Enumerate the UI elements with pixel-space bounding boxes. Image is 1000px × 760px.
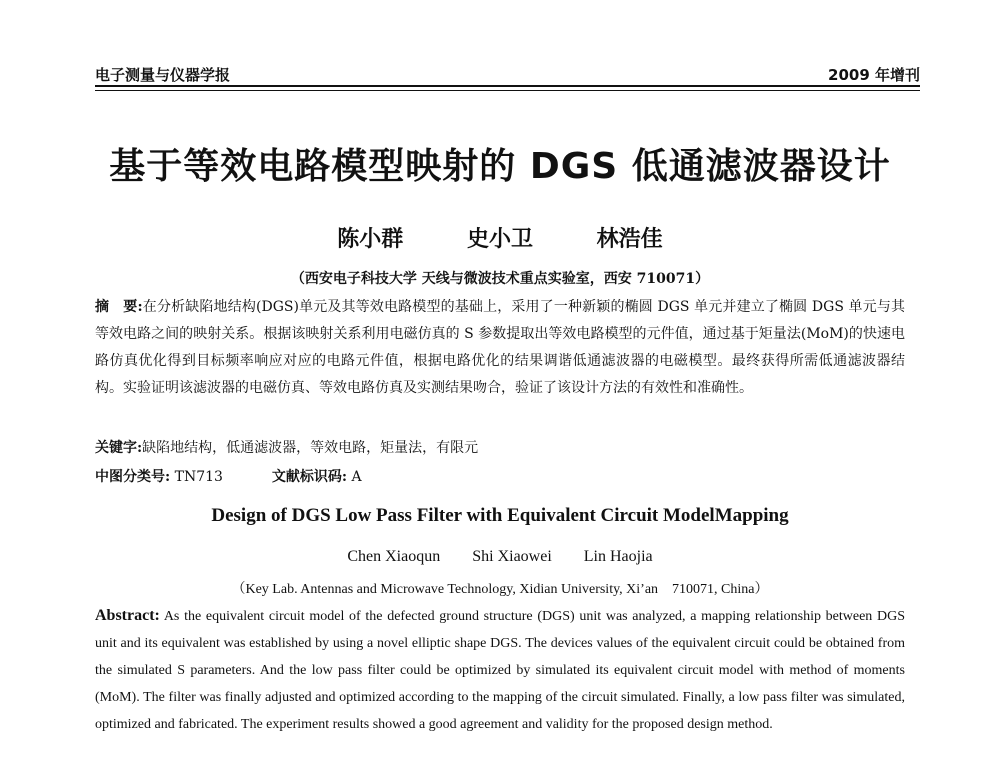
- chinese-authors: [0, 222, 1000, 253]
- chinese-abstract: [95, 294, 905, 402]
- english-abstract-label: Abstract:: [95, 607, 160, 624]
- chinese-keywords: [95, 437, 478, 457]
- chinese-affiliation: （西安电子科技大学 天线与微波技术重点实验室，西安 710071）: [290, 271, 710, 287]
- author-cn-2: 史小卫: [466, 226, 533, 252]
- classification-line: [95, 466, 362, 486]
- doc-code-label: 文献标识码:: [271, 469, 348, 485]
- chinese-abstract-label: 摘 要:: [95, 299, 143, 315]
- keywords-label: 关键字:: [95, 440, 143, 456]
- author-en-1: Chen Xiaoqun: [347, 548, 441, 565]
- english-title: Design of DGS Low Pass Filter with Equivalent Circuit ModelMapping: [211, 505, 789, 526]
- english-abstract-text: As the equivalent circuit model of the defected ground structure (DGS) unit was analyzed, a mapping relationship between DGS unit and its equivalent was established by using a novel elliptic shape DGS. The devices values of the equivalent circuit could be obtained from the simulated S parameters. And the low pass filter could be optimized by simulated its equivalent circuit model with method of moments (MoM). The filter was finally adjusted and optimized according to the mapping of the circuit simulated. Finally, a low pass filter was simulated, optimized and fabricated. The experiment results showed a good agreement and validity for the proposed design method.: [95, 609, 905, 732]
- clc-value: TN713: [174, 469, 223, 485]
- issue-label: 2009 年增刊: [828, 66, 920, 84]
- author-cn-3: 林浩佳: [596, 226, 663, 252]
- author-en-2: Shi Xiaowei: [472, 548, 552, 565]
- chinese-title: 基于等效电路模型映射的 DGS 低通滤波器设计: [109, 146, 891, 187]
- english-abstract: [95, 602, 905, 738]
- page-header: [95, 60, 920, 88]
- header-rule-thick: [95, 85, 920, 87]
- header-rule-thin: [95, 90, 920, 91]
- doc-code-value: A: [351, 469, 362, 485]
- author-en-3: Lin Haojia: [583, 548, 653, 565]
- author-cn-1: 陈小群: [337, 226, 404, 252]
- journal-name: 电子测量与仪器学报: [95, 66, 231, 84]
- english-affiliation: （Key Lab. Antennas and Microwave Technology, Xidian University, Xi’an 710071, China）: [231, 582, 769, 597]
- chinese-abstract-text: 在分析缺陷地结构(DGS)单元及其等效电路模型的基础上，采用了一种新颖的椭圆 DGS 单元并建立了椭圆 DGS 单元与其等效电路之间的映射关系。根据该映射关系利用电磁仿真的 S 参数提取出等效电路模型的元件值，通过基于矩量法(MoM)的快速电路仿真优化得到目标频率响应对应的电路元件值，根据电路优化的结果调谐低通滤波器的电磁模型。最终获得所需低通滤波器结构。实验证明该滤波器的电磁仿真、等效电路仿真及实测结果吻合，验证了该设计方法的有效性和准确性。: [95, 299, 905, 396]
- clc-label: 中图分类号:: [95, 469, 171, 485]
- keywords-text: 缺陷地结构，低通滤波器，等效电路，矩量法，有限元: [142, 440, 479, 456]
- english-authors: [0, 548, 1000, 566]
